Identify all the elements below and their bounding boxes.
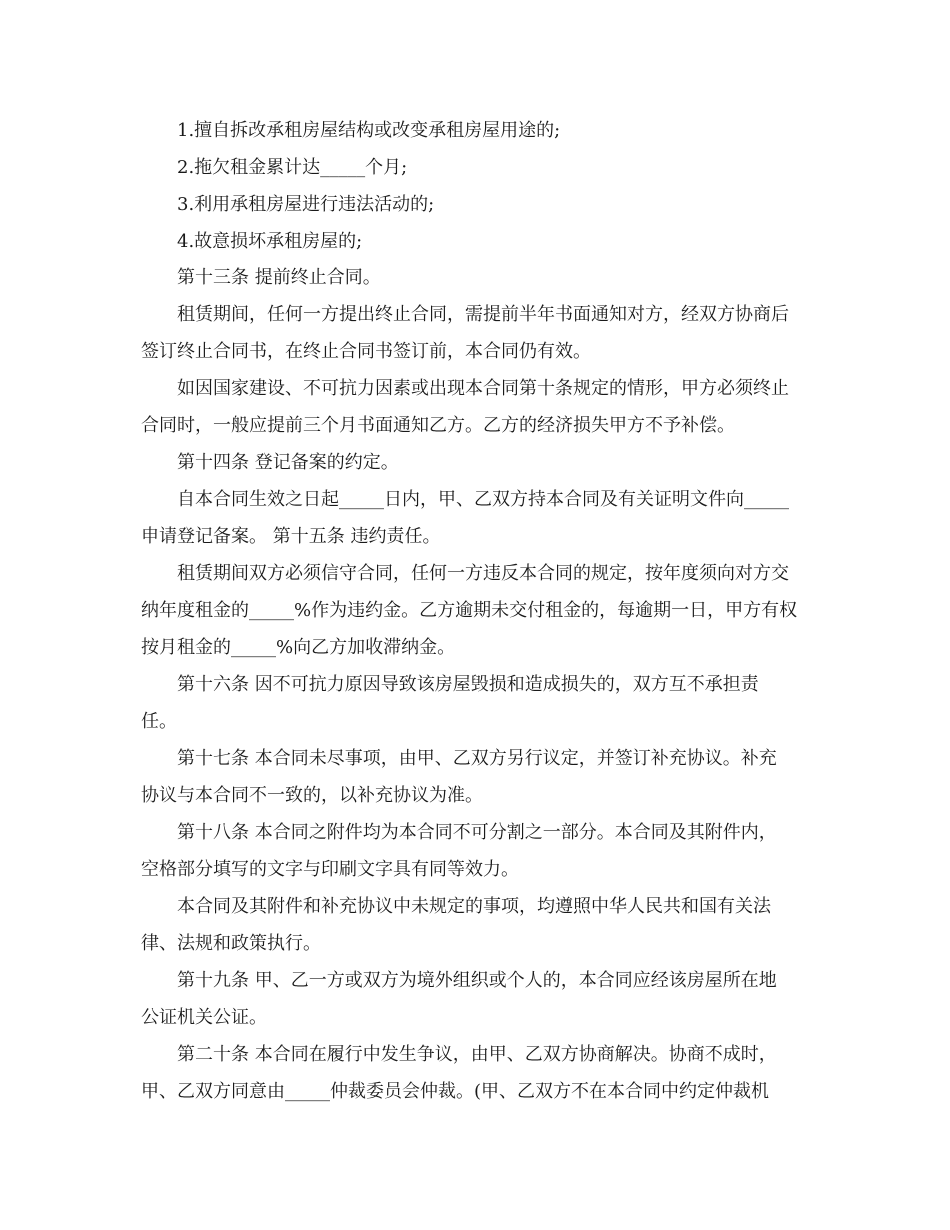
article-heading: 第十六条 因不可抗力原因导致该房屋毁损和造成损失的，双方互不承担责 <box>177 674 759 695</box>
text-line: 合同时，一般应提前三个月书面通知乙方。乙方的经济损失甲方不予补偿。 <box>141 415 735 436</box>
text-line: 协议与本合同不一致的，以补充协议为准。 <box>141 785 483 806</box>
text-line: 自本合同生效之日起_____日内，甲、乙双方持本合同及有关证明文件向_____ <box>177 489 789 510</box>
article-heading: 第十四条 登记备案的约定。 <box>177 452 399 473</box>
text-line: 3.利用承租房屋进行违法活动的; <box>177 194 435 215</box>
article-heading: 第十八条 本合同之附件均为本合同不可分割之一部分。本合同及其附件内， <box>177 822 777 843</box>
text-line: 本合同及其附件和补充协议中未规定的事项，均遵照中华人民共和国有关法 <box>177 896 771 917</box>
article-heading: 第十九条 甲、乙一方或双方为境外组织或个人的，本合同应经该房屋所在地 <box>177 970 777 991</box>
text-line: 2.拖欠租金累计达_____个月; <box>177 157 408 178</box>
text-line: 律、法规和政策执行。 <box>141 933 321 954</box>
article-heading: 第二十条 本合同在履行中发生争议，由甲、乙双方协商解决。协商不成时， <box>177 1044 777 1065</box>
text-line: 租赁期间双方必须信守合同，任何一方违反本合同的规定，按年度须向对方交 <box>177 563 789 584</box>
text-line: 任。 <box>141 711 177 732</box>
text-line: 按月租金的_____%向乙方加收滞纳金。 <box>141 637 456 658</box>
article-heading: 第十七条 本合同未尽事项，由甲、乙双方另行议定，并签订补充协议。补充 <box>177 748 777 769</box>
text-line: 甲、乙双方同意由_____仲裁委员会仲裁。(甲、乙双方不在本合同中约定仲裁机 <box>141 1081 770 1102</box>
text-line: 申请登记备案。 第十五条 违约责任。 <box>141 526 441 547</box>
text-line: 签订终止合同书，在终止合同书签订前，本合同仍有效。 <box>141 341 591 362</box>
text-line: 如因国家建设、不可抗力因素或出现本合同第十条规定的情形，甲方必须终止 <box>177 378 789 399</box>
text-line: 纳年度租金的_____%作为违约金。乙方逾期未交付租金的，每逾期一日，甲方有权 <box>141 600 798 621</box>
text-line: 空格部分填写的文字与印刷文字具有同等效力。 <box>141 859 519 880</box>
text-line: 1.擅自拆改承租房屋结构或改变承租房屋用途的; <box>177 120 561 141</box>
text-line: 4.故意损坏承租房屋的; <box>177 231 363 252</box>
article-heading: 第十三条 提前终止合同。 <box>177 267 381 288</box>
text-line: 公证机关公证。 <box>141 1007 267 1028</box>
text-line: 租赁期间，任何一方提出终止合同，需提前半年书面通知对方，经双方协商后 <box>177 304 789 325</box>
